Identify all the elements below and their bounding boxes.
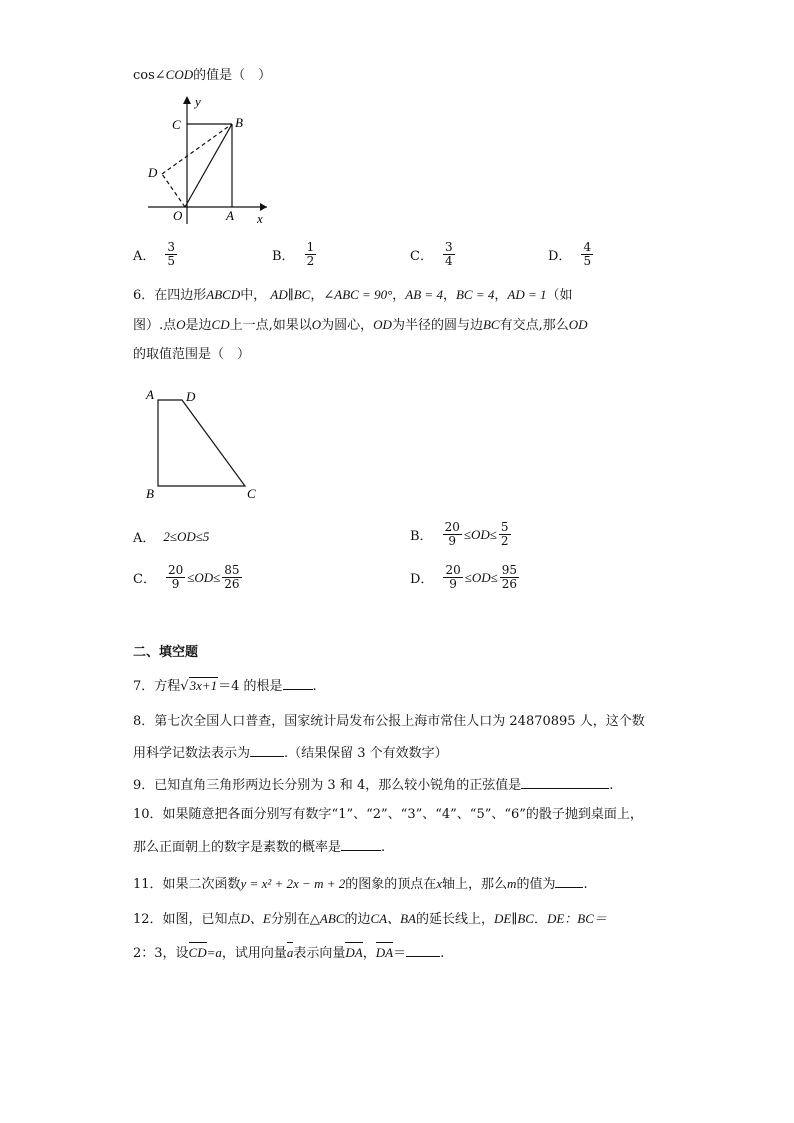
q6-figure xyxy=(140,385,265,505)
q6-stem-line2: 图）.点O是边CD上一点,如果以O为圆心，OD为半径的圆与边BC有交点,那么OD xyxy=(133,317,588,333)
q8-line1: 8．第七次全国人口普查，国家统计局发布公报上海市常住人口为 24870895 人，这个数 xyxy=(133,714,645,729)
fig5-label-b: B xyxy=(235,115,243,130)
q5-option-a: A． $\frac{3}{5}$ xyxy=(133,240,176,268)
q9: 9．已知直角三角形两边长分别为 3 和 4，那么较小锐角的正弦值是 . xyxy=(133,774,613,795)
q12-line2: 2：3，设CD=a，试用向量a表示向量DA，DA＝ . xyxy=(133,942,444,963)
fig6-label-c: C xyxy=(247,486,256,501)
q8-line2: 用科学记数法表示为 .（结果保留 3 个有效数字） xyxy=(133,742,448,763)
q5-option-b: B． $\frac{1}{2}$ xyxy=(272,240,315,268)
q7-answer-blank[interactable] xyxy=(283,675,313,690)
q10-answer-blank[interactable] xyxy=(341,836,381,851)
q12-line1: 12．如图，已知点D、E分别在△ABC的边CA、BA的延长线上，DE∥BC．DE：BC＝ xyxy=(133,911,607,927)
q10-line2: 那么正面朝上的数字是素数的概率是 . xyxy=(133,836,385,857)
q6-option-d: D． $\frac{20}{9}$ ≤OD≤ $\frac{95}{26}$ xyxy=(410,563,518,591)
fig6-label-d: D xyxy=(186,389,196,404)
q11-answer-blank[interactable] xyxy=(555,873,583,888)
q6-stem-line3: 的取值范围是（ ） xyxy=(133,347,251,362)
q5-figure xyxy=(140,92,275,230)
q6-option-a: A． 2≤OD≤5 xyxy=(133,528,210,546)
q6-option-b: B． $\frac{20}{9}$ ≤OD≤ $\frac{5}{2}$ xyxy=(410,520,509,548)
q7: 7．方程√3x+1＝4 的根是 . xyxy=(133,675,317,696)
q9-answer-blank[interactable] xyxy=(521,774,609,789)
fig5-label-c: C xyxy=(172,117,181,132)
q11: 11．如果二次函数y = x² + 2x − m + 2的图象的顶点在x轴上，那么m的值为 . xyxy=(133,873,588,894)
fig6-label-b: B xyxy=(146,486,154,501)
fig5-label-a: A xyxy=(226,208,234,223)
q5-option-c: C． $\frac{3}{4}$ xyxy=(410,240,453,268)
section-title-fill-blank: 二、填空题 xyxy=(133,645,199,660)
q10-line1: 10．如果随意把各面分别写有数字“1”、“2”、“3”、“4”、“5”、“6”的骰子抛到桌面上， xyxy=(133,807,643,822)
fig5-label-o: O xyxy=(173,208,183,223)
q6-stem-line1: 6．在四边形ABCD中， AD∥BC，∠ABC = 90°，AB = 4，BC = 4，AD = 1（如 xyxy=(133,287,573,303)
fig6-label-a: A xyxy=(146,387,154,402)
fig5-label-y: y xyxy=(195,94,201,109)
fig5-label-d: D xyxy=(148,165,158,180)
fig5-label-x: x xyxy=(257,211,263,226)
q5-option-d: D． $\frac{4}{5}$ xyxy=(548,240,592,268)
q12-answer-blank[interactable] xyxy=(406,942,440,957)
q6-option-c: C． $\frac{20}{9}$ ≤OD≤ $\frac{85}{26}$ xyxy=(133,563,240,591)
q8-answer-blank[interactable] xyxy=(250,742,284,757)
q5-stem: cos∠COD的值是（ ） xyxy=(133,67,272,83)
